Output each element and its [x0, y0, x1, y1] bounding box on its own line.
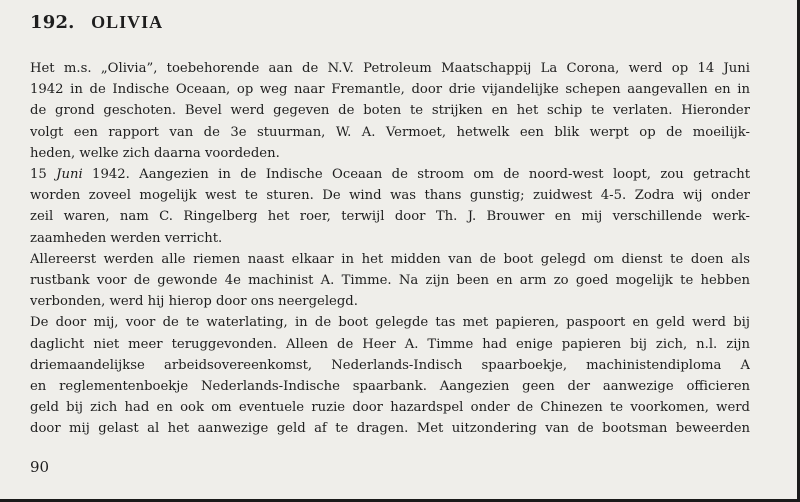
chapter-number: 192. [30, 12, 75, 33]
text-line: De door mij, voor de te waterlating, in de boot gelegde tas met papieren, paspoort en geld werd bij [30, 315, 750, 331]
text-line: Allereerst werden alle riemen naast elkaar in het midden van de boot gelegd om dienst te doen als [30, 251, 750, 267]
text-line: Het m.s. „Olivia”, toebehorende aan de N.V. Petroleum Maatschappij La Corona, werd op 14 Juni [30, 61, 750, 76]
text-line: en reglementenboekje Nederlands-Indische spaarbank. Aangezien geen der aanwezige officieren [30, 379, 750, 395]
text-line: rustbank voor de gewonde 4e machinist A. Timme. Na zijn been en arm zo goed mogelijk te hebben [30, 273, 750, 289]
body-text [30, 58, 750, 440]
text-line: verbonden, werd hij hierop door ons neergelegd. [30, 294, 358, 310]
text-line: geld bij zich had en ook om eventuele ruzie door hazardspel onder de Chinezen te voorkomen, werd [30, 400, 750, 416]
text-line: heden, welke zich daarna voordeden. [30, 145, 280, 161]
chapter-title: OLIVIA [91, 12, 164, 32]
text-line: driemaandelijkse arbeidsovereenkomst, Nederlands-Indisch spaarboekje, machinistendiploma A [30, 357, 750, 373]
text-line: zeil waren, nam C. Ringelberg het roer, terwijl door Th. J. Brouwer en mij verschillende werk- [30, 209, 750, 225]
text-line: 15 Juni 1942. Aangezien in de Indische Oceaan de stroom om de noord-west loopt, zou getracht [30, 167, 750, 183]
text-line: de grond geschoten. Bevel werd gegeven de boten te strijken en het schip te verlaten. Hieronder [30, 103, 750, 119]
page-number: 90 [30, 458, 50, 476]
text-line: zaamheden werden verricht. [30, 230, 223, 246]
text-line: 1942 in de Indische Oceaan, op weg naar Fremantle, door drie vijandelijke schepen aangevallen en in [30, 82, 750, 98]
text-line: volgt een rapport van de 3e stuurman, W. A. Vermoet, hetwelk een blik werpt op de moeilijk- [30, 124, 750, 140]
text-line: door mij gelast al het aanwezige geld af te dragen. Met uitzondering van de bootsman beweerden [30, 421, 750, 437]
text-line: worden zoveel mogelijk west te sturen. De wind was thans gunstig; zuidwest 4-5. Zodra wij onder [30, 188, 750, 204]
text-line: daglicht niet meer teruggevonden. Alleen de Heer A. Timme had enige papieren bij zich, n.l. zijn [30, 336, 750, 352]
chapter-heading [30, 12, 163, 33]
